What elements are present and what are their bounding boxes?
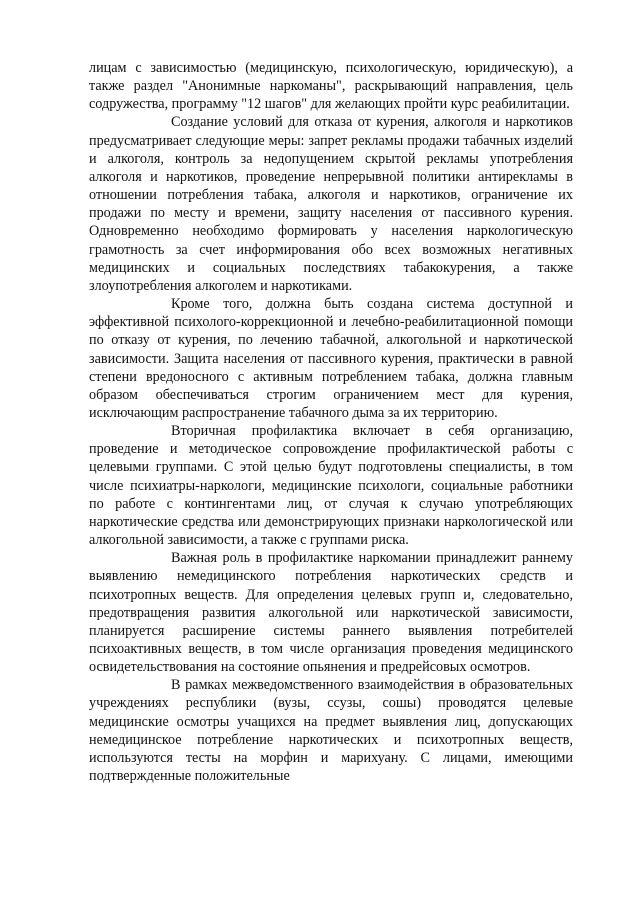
paragraph-5: Важная роль в профилактике наркомании принадлежит раннему выявлению немедицинского потребления наркотических средств и психотропных веществ. Для определения целевых групп и, следовательно, предотвращения развития алкогольной или наркотической зависимости, планируется расширение системы раннего выявления потребителей психоактивных веществ, в том числе организация проведения медицинского освидетельствования на состояние опьянения и предрейсовых осмотров.: [89, 550, 573, 676]
paragraph-1: лицам с зависимостью (медицинскую, психологическую, юридическую), а также раздел "Анонимные наркоманы", раскрывающий направления, цель содружества, программу "12 шагов" для желающих пройти курс реабилитации.: [89, 60, 573, 113]
paragraph-3: Кроме того, должна быть создана система доступной и эффективной психолого-коррекционной и лечебно-реабилитационной помощи по отказу от курения, по лечению табачной, алкогольной и наркотической зависимости. Защита населения от пассивного курения, практически в равной степени вредоносного с активным потреблением табака, должна главным образом обеспечиваться строгим ограничением мест для курения, исключающим распространение табачного дыма за их территорию.: [89, 296, 573, 421]
paragraph-4: Вторичная профилактика включает в себя организацию, проведение и методическое сопровождение профилактической работы с целевыми группами. С этой целью будут подготовлены специалисты, в том числе психиатры-наркологи, медицинские психологи, социальные работники по работе с контингентами лиц, от случая к случаю употребляющих наркотические средства или демонстрирующих признаки наркологической или алкогольной зависимости, а также с группами риска.: [89, 423, 573, 549]
document-page: [89, 59, 573, 785]
paragraph-2: Создание условий для отказа от курения, алкоголя и наркотиков предусматривает следующие меры: запрет рекламы продажи табачных изделий и алкоголя, контроль за недопущением скрытой рекламы употребления алкоголя и наркотиков, проведение непрерывной политики антирекламы в отношении потребления табака, алкоголя и наркотиков, ограничение их продажи по месту и времени, защиту населения от пассивного курения. Одновременно необходимо формировать у населения наркологическую грамотность за счет информирования обо всех возможных негативных медицинских и социальных последствиях табакокурения, а также злоупотребления алкоголем и наркотиками.: [89, 114, 573, 294]
paragraph-6: В рамках межведомственного взаимодействия в образовательных учреждениях республики (вузы, ссузы, сошы) проводятся целевые медицинские осмотры учащихся на предмет выявления лиц, допускающих немедицинское потребление наркотических и психотропных веществ, используются тесты на морфин и марихуану. С лицами, имеющими подтвержденные положительные: [89, 677, 573, 785]
